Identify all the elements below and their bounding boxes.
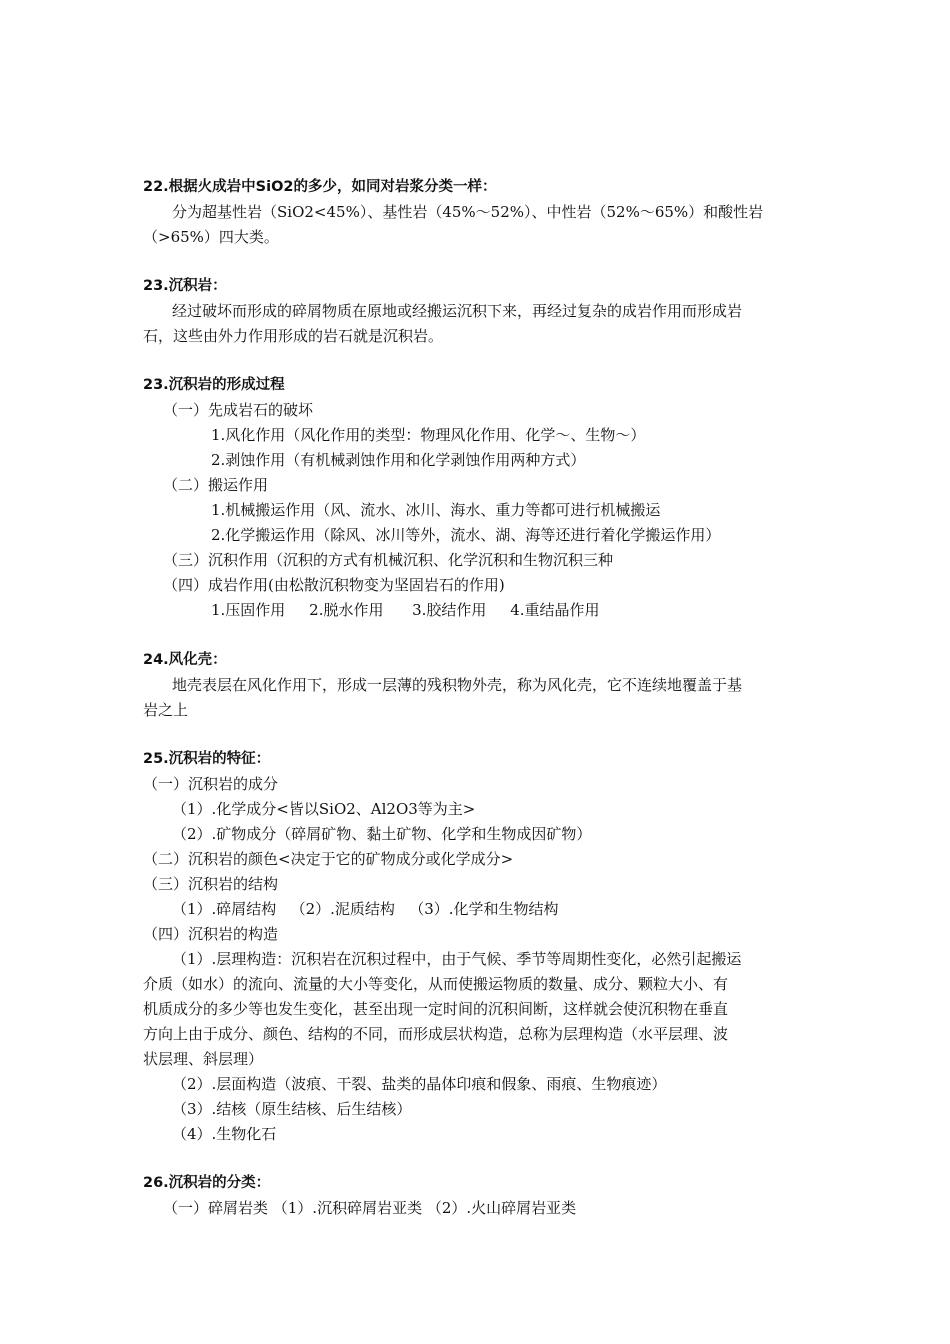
paragraph-line: 状层理、斜层理） [143,1050,264,1068]
list-item: （一）碎屑岩类 （1）.沉积碎屑岩亚类 （2）.火山碎屑岩亚类 [163,1199,577,1217]
list-item: （1）.化学成分<皆以SiO2、Al2O3等为主> [172,800,476,818]
section-heading: 23.沉积岩的形成过程 [143,377,285,393]
paragraph-line: （1）.层理构造：沉积岩在沉积过程中，由于气候、季节等周期性变化，必然引起搬运 [172,950,742,968]
list-item: （4）.生物化石 [172,1125,277,1143]
list-item: 2.剥蚀作用（有机械剥蚀作用和化学剥蚀作用两种方式） [211,451,586,469]
section-heading: 26.沉积岩的分类： [143,1175,271,1191]
paragraph-line: 岩之上 [143,701,189,719]
paragraph-line: 分为超基性岩（SiO2<45%）、基性岩（45%～52%）、中性岩（52%～65%）和酸性岩 [172,203,764,221]
paragraph-line: 方向上由于成分、颜色、结构的不同，而形成层状构造，总称为层理构造（水平层理、波 [143,1025,729,1043]
list-item: 1.压固作用 2.脱水作用 3.胶结作用 4.重结晶作用 [211,601,600,619]
list-item: （二）搬运作用 [163,476,269,494]
paragraph-line: （>65%）四大类。 [143,228,279,246]
list-item: 2.化学搬运作用（除风、冰川等外，流水、湖、海等还进行着化学搬运作用） [211,526,721,544]
section-heading: 25.沉积岩的特征： [143,751,271,767]
paragraph-line: 石，这些由外力作用形成的岩石就是沉积岩。 [143,327,444,345]
list-item: （2）.层面构造（波痕、干裂、盐类的晶体印痕和假象、雨痕、生物痕迹） [172,1075,667,1093]
section-heading: 23.沉积岩： [143,278,227,294]
paragraph-line: 介质（如水）的流向、流量的大小等变化，从而使搬运物质的数量、成分、颗粒大小、有 [143,975,729,993]
list-item: （一）沉积岩的成分 [143,775,279,793]
list-item: （三）沉积作用（沉积的方式有机械沉积、化学沉积和生物沉积三种 [163,551,614,569]
list-item: （3）.结核（原生结核、后生结核） [172,1100,412,1118]
section-heading: 24.风化壳： [143,652,227,668]
list-item: （四）沉积岩的构造 [143,925,279,943]
list-item: （四）成岩作用(由松散沉积物变为坚固岩石的作用) [163,576,505,594]
list-item: （1）.碎屑结构 （2）.泥质结构 （3）.化学和生物结构 [172,900,559,918]
list-item: （三）沉积岩的结构 [143,875,279,893]
paragraph-line: 经过破坏而形成的碎屑物质在原地或经搬运沉积下来，再经过复杂的成岩作用而形成岩 [172,302,743,320]
list-item: （2）.矿物成分（碎屑矿物、黏土矿物、化学和生物成因矿物） [172,825,592,843]
list-item: （二）沉积岩的颜色<决定于它的矿物成分或化学成分> [143,850,514,868]
section-heading: 22.根据火成岩中SiO2的多少，如同对岩浆分类一样： [143,179,497,195]
list-item: （一）先成岩石的破坏 [163,401,314,419]
list-item: 1.风化作用（风化作用的类型：物理风化作用、化学～、生物～） [211,426,646,444]
paragraph-line: 地壳表层在风化作用下，形成一层薄的残积物外壳，称为风化壳，它不连续地覆盖于基 [172,676,743,694]
paragraph-line: 机质成分的多少等也发生变化，甚至出现一定时间的沉积间断，这样就会使沉积物在垂直 [143,1000,729,1018]
list-item: 1.机械搬运作用（风、流水、冰川、海水、重力等都可进行机械搬运 [211,501,661,519]
